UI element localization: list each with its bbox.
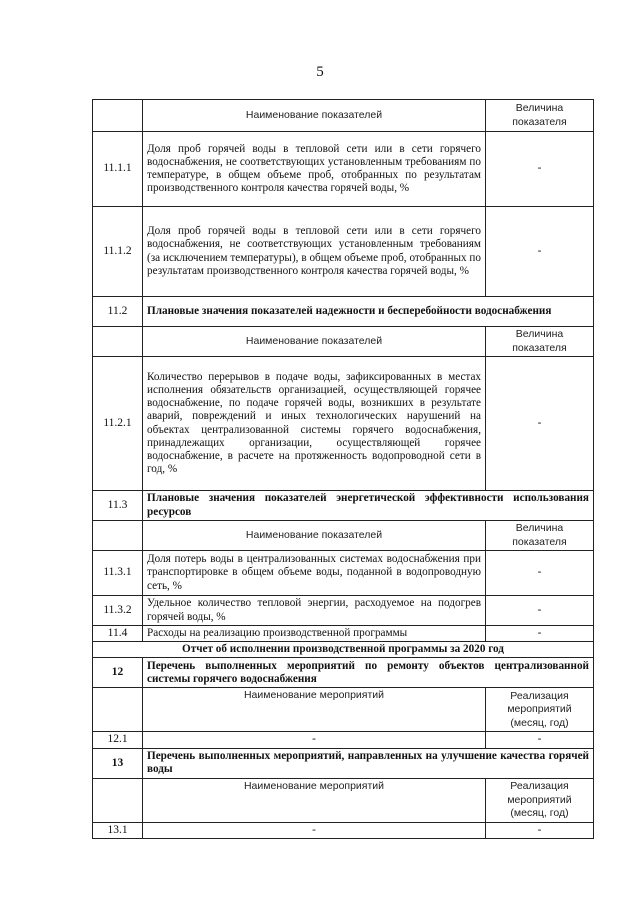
header-realization: Реализация мероприятий (месяц, год) [486,688,594,732]
row-value: - [486,626,594,642]
table-header-row [93,688,594,732]
report-title: Отчет об исполнении производственной программы за 2020 год [93,642,594,658]
section-number: 11.3 [93,491,143,521]
table-row [93,551,594,596]
table-header-row [93,327,594,357]
row-number: 11.2.1 [93,357,143,491]
table-row [93,132,594,207]
empty-cell [93,327,143,357]
section-title: Перечень выполненных мероприятий, направленных на улучшение качества горячей воды [143,748,594,778]
row-number: 11.4 [93,626,143,642]
section-title: Плановые значения показателей энергетической эффективности использования ресурсов [143,491,594,521]
row-text: Доля потерь воды в централизованных системах водоснабжения при транспортировке в общем объеме воды, поданной в водопроводную сеть, % [143,551,486,596]
header-indicator-value: Величина показателя [486,327,594,357]
table-row [93,207,594,297]
row-text: Количество перерывов в подаче воды, зафиксированных в местах исполнения обязательств организацией, осуществляющей горячее водоснабжение, по подаче горячей воды, возникших в результате аварий, повреждений и иных технологических нарушений на объектах централизованной системы горячего водоснабжения, принадлежащих организации, осуществляющей горячее водоснабжение, в расчете на протяженность водопроводной сети в год, % [143,357,486,491]
header-realization: Реализация мероприятий (месяц, год) [486,778,594,822]
table-row [93,732,594,748]
section-row [93,748,594,778]
row-value: - [486,357,594,491]
empty-cell [93,688,143,732]
row-text: Доля проб горячей воды в тепловой сети или в сети горячего водоснабжения, не соответствующих установленным требованиям (за исключением температуры), в общем объеме проб, отобранных по результатам производственного контроля качества горячей воды, % [143,207,486,297]
header-indicator-value: Величина показателя [486,521,594,551]
header-indicator-name: Наименование показателей [143,327,486,357]
section-row [93,297,594,327]
row-text: Расходы на реализацию производственной программы [143,626,486,642]
table-row [93,626,594,642]
row-value: - [486,551,594,596]
section-title: Перечень выполненных мероприятий по ремонту объектов централизованной системы горячего водоснабжения [143,658,594,688]
row-value: - [486,732,594,748]
section-row [93,658,594,688]
row-text: Доля проб горячей воды в тепловой сети или в сети горячего водоснабжения, не соответствующих установленным требованиям по температуре, в общем объеме проб, отобранных по результатам производственного контроля качества горячей воды, % [143,132,486,207]
row-text: - [143,732,486,748]
row-value: - [486,822,594,838]
page-number: 5 [316,64,324,80]
row-number: 11.3.2 [93,596,143,626]
table-row [93,822,594,838]
row-number: 13.1 [93,822,143,838]
empty-cell [93,521,143,551]
row-text: - [143,822,486,838]
report-title-row [93,642,594,658]
indicators-table [92,99,594,839]
section-number: 12 [93,658,143,688]
table-row [93,357,594,491]
section-number: 11.2 [93,297,143,327]
empty-cell [93,778,143,822]
table-row [93,596,594,626]
row-number: 11.1.1 [93,132,143,207]
row-value: - [486,596,594,626]
table-header-row [93,100,594,132]
header-indicator-value: Величина показателя [486,100,594,132]
row-value: - [486,132,594,207]
section-number: 13 [93,748,143,778]
table-header-row [93,778,594,822]
header-indicator-name: Наименование показателей [143,521,486,551]
empty-cell [93,100,143,132]
header-indicator-name: Наименование показателей [143,100,486,132]
section-title: Плановые значения показателей надежности и бесперебойности водоснабжения [143,297,594,327]
header-measure-name: Наименование мероприятий [143,688,486,732]
row-number: 12.1 [93,732,143,748]
row-number: 11.1.2 [93,207,143,297]
row-text: Удельное количество тепловой энергии, расходуемое на подогрев горячей воды, % [143,596,486,626]
row-number: 11.3.1 [93,551,143,596]
table-header-row [93,521,594,551]
header-measure-name: Наименование мероприятий [143,778,486,822]
section-row [93,491,594,521]
row-value: - [486,207,594,297]
